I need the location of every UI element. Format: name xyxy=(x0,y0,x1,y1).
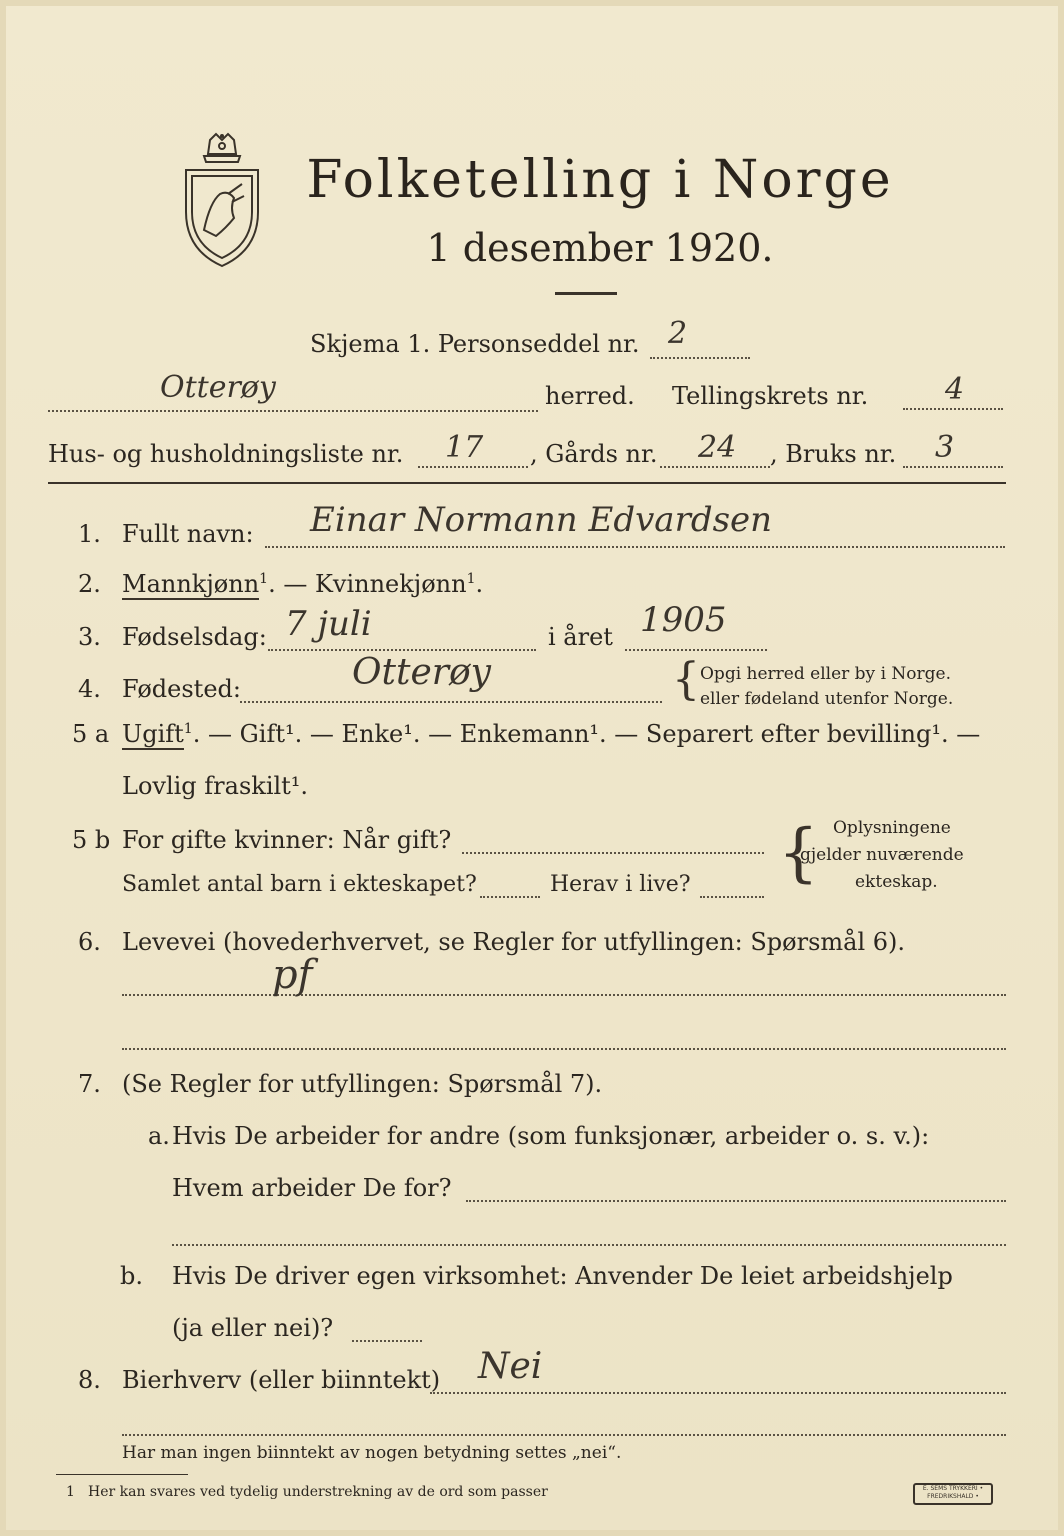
birthplace-value: Otterøy xyxy=(352,652,491,693)
birthplace-field[interactable] xyxy=(240,701,662,703)
q5b-note-3: ekteskap. xyxy=(855,872,938,892)
q7a-letter: a. xyxy=(148,1122,170,1150)
q7-number: 7. xyxy=(78,1070,101,1098)
employer-field-2[interactable] xyxy=(172,1244,1006,1246)
gards-value: 24 xyxy=(698,430,737,465)
q5b-note-1: Oplysningene xyxy=(833,818,951,838)
q5b-note-2: gjelder nuværende xyxy=(800,845,964,865)
q3-number: 3. xyxy=(78,623,101,651)
option-female[interactable]: Kvinnekjønn xyxy=(314,570,467,598)
q7-label: (Se Regler for utfyllingen: Spørsmål 7). xyxy=(122,1070,603,1098)
children-field[interactable] xyxy=(480,896,540,898)
q5a-number: 5 a xyxy=(72,720,110,748)
gender-options: Mannkjønn$^1$. — Kvinnekjønn$^1$. xyxy=(122,570,484,598)
birthdate-field[interactable] xyxy=(268,649,536,651)
option-lovlig-fraskilt[interactable]: Lovlig fraskilt¹. xyxy=(122,772,309,800)
form-date: 1 desember 1920. xyxy=(426,226,774,270)
occupation-field-2[interactable] xyxy=(122,1048,1006,1050)
birthplace-note-2: eller fødeland utenfor Norge. xyxy=(700,689,954,709)
occupation-field[interactable] xyxy=(122,994,1006,996)
q7a-line2: Hvem arbeider De for? xyxy=(172,1174,452,1202)
tellingskrets-value: 4 xyxy=(945,372,965,407)
full-name-field[interactable] xyxy=(265,546,1005,548)
q8-label: Bierhverv (eller biinntekt) xyxy=(122,1366,441,1394)
footnote-text: Her kan svares ved tydelig understrekning av de ord som passer xyxy=(88,1484,548,1500)
herred-label: herred. xyxy=(545,382,635,410)
hus-field[interactable] xyxy=(418,466,528,468)
form-title: Folketelling i Norge xyxy=(306,150,894,210)
q5b-alive-label: Herav i live? xyxy=(550,872,691,897)
full-name-value: Einar Normann Edvardsen xyxy=(310,500,773,540)
schema-value: 2 xyxy=(668,316,688,351)
side-income-field[interactable] xyxy=(430,1392,1006,1394)
gards-label: , Gårds nr. xyxy=(530,440,658,468)
divider xyxy=(555,292,617,295)
q5b-line1: For gifte kvinner: Når gift? xyxy=(122,826,452,854)
tellingskrets-field[interactable] xyxy=(903,408,1003,410)
side-income-field-2[interactable] xyxy=(122,1434,1006,1436)
q8-number: 8. xyxy=(78,1366,101,1394)
occupation-value: pf xyxy=(272,952,313,998)
birthdate-value: 7 juli xyxy=(285,604,372,644)
printer-stamp: E. SEMS TRYKKERI • FREDRIKSHALD • xyxy=(913,1483,993,1505)
section-divider xyxy=(48,482,1006,484)
q7a-line1: Hvis De arbeider for andre (som funksjonær, arbeider o. s. v.): xyxy=(172,1122,930,1150)
q4-number: 4. xyxy=(78,675,101,703)
hired-help-field[interactable] xyxy=(352,1340,422,1342)
q2-number: 2. xyxy=(78,570,101,598)
tellingskrets-label: Tellingskrets nr. xyxy=(672,382,869,410)
municipality-field[interactable] xyxy=(48,410,538,412)
married-date-field[interactable] xyxy=(462,852,764,854)
schema-field[interactable] xyxy=(650,357,750,359)
side-income-value: Nei xyxy=(478,1346,543,1387)
hus-label: Hus- og husholdningsliste nr. xyxy=(48,440,404,468)
q3-label: Fødselsdag: xyxy=(122,623,267,651)
option-ugift[interactable]: Ugift xyxy=(122,720,184,748)
schema-label: Skjema 1. Personseddel nr. xyxy=(310,330,640,358)
footer-note: Har man ingen biinntekt av nogen betydning settes „nei“. xyxy=(122,1443,622,1463)
q5b-number: 5 b xyxy=(72,826,111,854)
q1-number: 1. xyxy=(78,520,101,548)
q7b-line1: Hvis De driver egen virksomhet: Anvender De leiet arbeidshjelp xyxy=(172,1262,953,1290)
q5b-children-label: Samlet antal barn i ekteskapet? xyxy=(122,872,477,897)
brace: { xyxy=(672,654,700,705)
option-male[interactable]: Mannkjønn xyxy=(122,570,260,598)
footnote-number: 1 xyxy=(66,1484,75,1500)
bruks-value: 3 xyxy=(935,430,955,465)
footnote-rule xyxy=(56,1474,188,1475)
birthyear-value: 1905 xyxy=(640,600,727,640)
alive-field[interactable] xyxy=(700,896,764,898)
q6-label: Levevei (hovederhvervet, se Regler for utfyllingen: Spørsmål 6). xyxy=(122,928,906,956)
municipality-value: Otterøy xyxy=(160,370,276,405)
hus-value: 17 xyxy=(445,430,484,465)
marital-options: Ugift$^1$. — Gift¹. — Enke¹. — Enkemann¹. — Separert efter bevilling¹. — xyxy=(122,720,981,748)
bruks-field[interactable] xyxy=(903,466,1003,468)
q4-label: Fødested: xyxy=(122,675,241,703)
birthplace-note-1: Opgi herred eller by i Norge. xyxy=(700,664,951,684)
gards-field[interactable] xyxy=(660,466,770,468)
q7b-line2: (ja eller nei)? xyxy=(172,1314,334,1342)
year-label: i året xyxy=(548,623,613,651)
norway-coat-of-arms-icon xyxy=(172,132,272,270)
birthyear-field[interactable] xyxy=(625,649,767,651)
q6-number: 6. xyxy=(78,928,101,956)
q1-label: Fullt navn: xyxy=(122,520,254,548)
q7b-letter: b. xyxy=(120,1262,143,1290)
bruks-label: , Bruks nr. xyxy=(770,440,897,468)
employer-field[interactable] xyxy=(466,1200,1006,1202)
brace-2: { xyxy=(778,816,819,890)
